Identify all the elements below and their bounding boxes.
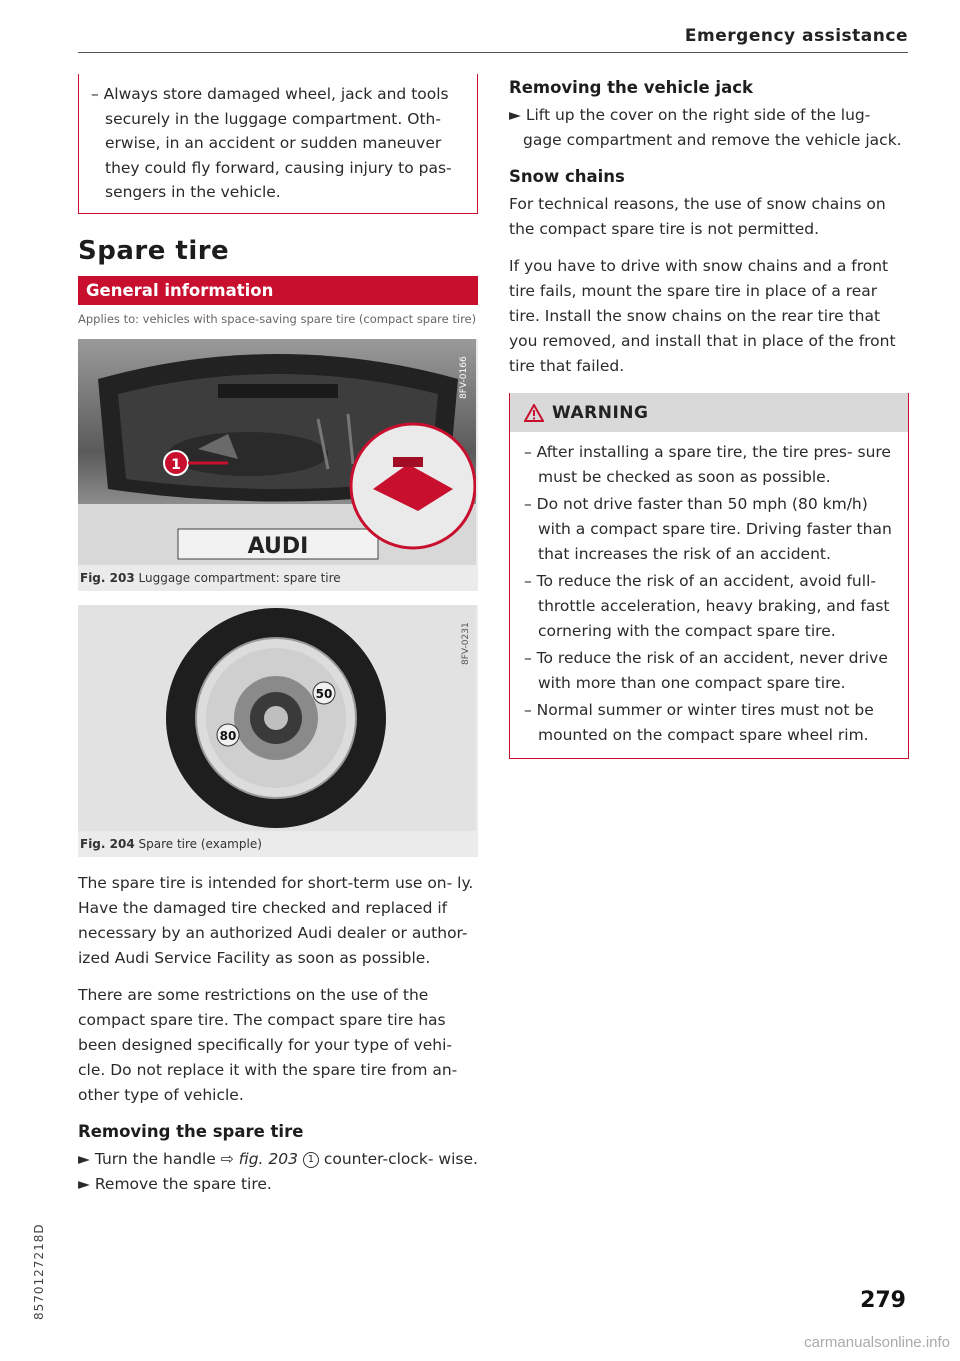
caption-text: Luggage compartment: spare tire: [138, 570, 341, 585]
jack-step: ► Lift up the cover on the right side of the lug- gage compartment and remove the vehicle jack.: [509, 106, 902, 149]
step-text: counter-clock- wise.: [318, 1149, 478, 1168]
right-column: [509, 74, 909, 759]
speed-label-50: 50: [315, 686, 333, 701]
luggage-compartment-illustration: [78, 339, 476, 565]
side-code: [28, 1180, 48, 1320]
applies-to: Applies to: vehicles with space-saving spare tire (compact spare tire): [78, 311, 477, 326]
speed-label-80: 80: [219, 728, 237, 743]
step-2: ► Remove the spare tire.: [78, 1174, 272, 1193]
running-head: Emergency assistance: [684, 26, 908, 46]
warning-header: [510, 393, 908, 432]
subsection-bar: General information: [78, 276, 478, 305]
callout-1: 1: [171, 456, 181, 473]
figure-code: 8FV-0166: [459, 355, 469, 399]
figure-number: Fig. 204: [80, 836, 135, 851]
paragraph: For technical reasons, the use of snow chains on the compact spare tire is not permitted.: [509, 195, 886, 238]
note-item: – Always store damaged wheel, jack and tools securely in the luggage compartment. Oth- erwise, in an accident or sudden maneuver they could fly forward, causing injury to pas- sengers in the vehicle.: [91, 85, 452, 201]
caption-text: Spare tire (example): [138, 836, 262, 851]
header-rule: [78, 52, 908, 53]
warning-item: – Do not drive faster than 50 mph (80 km/h) with a compact spare tire. Driving faster than that increases the risk of an accident.: [524, 495, 892, 563]
spare-tire-illustration: [78, 605, 476, 831]
figure-203: [78, 339, 478, 591]
warning-label: WARNING: [552, 403, 649, 423]
figure-204-caption: [78, 831, 478, 851]
jack-title: Removing the vehicle jack: [509, 78, 753, 97]
figure-204: [78, 605, 478, 857]
removing-spare-title: Removing the spare tire: [78, 1121, 304, 1141]
page-number: 279: [860, 1288, 906, 1313]
figure-reference-link[interactable]: ⇨ fig. 203: [220, 1149, 298, 1168]
watermark: carmanualsonline.info: [804, 1334, 950, 1351]
paragraph: The spare tire is intended for short-term use on- ly. Have the damaged tire checked and replaced if necessary by an authorized Audi dealer or author- ized Audi Service Facility as soon as possible.: [78, 873, 474, 967]
warning-item: – To reduce the risk of an accident, avoid full- throttle acceleration, heavy braking, and fast cornering with the compact spare tire.: [524, 572, 890, 640]
step-text: ► Turn the handle: [78, 1149, 221, 1168]
paragraph: If you have to drive with snow chains and a front tire fails, mount the spare tire in place of a rear tire. Install the snow chains on the rear tire that you removed, and install that in place of the front tire that failed.: [509, 257, 896, 375]
callout-circle: 1: [303, 1152, 319, 1168]
warning-box: [509, 393, 909, 759]
figure-number: Fig. 203: [80, 570, 135, 585]
paragraph: There are some restrictions on the use of the compact spare tire. The compact spare tire has been designed specifically for your type of vehi- cle. Do not replace it with the spare tire from an- other type of vehicle.: [78, 985, 458, 1104]
figure-203-caption: [78, 565, 478, 585]
figure-code: 8FV-0231: [461, 621, 471, 665]
left-column: [78, 74, 478, 1197]
warning-triangle-icon: [524, 404, 544, 422]
warning-item: – After installing a spare tire, the tire pres- sure must be checked as soon as possible.: [524, 443, 891, 486]
audi-badge: AUDI: [247, 533, 309, 559]
step-1: [78, 1147, 478, 1172]
caution-note-box: [78, 74, 478, 214]
section-title: Spare tire: [78, 235, 230, 266]
snow-chains-title: Snow chains: [509, 167, 625, 186]
document-code: 8570127218D: [32, 1223, 46, 1320]
warning-item: – Normal summer or winter tires must not be mounted on the compact spare wheel rim.: [524, 701, 874, 744]
warning-item: – To reduce the risk of an accident, never drive with more than one compact spare tire.: [524, 649, 888, 692]
warning-body: [510, 432, 908, 758]
